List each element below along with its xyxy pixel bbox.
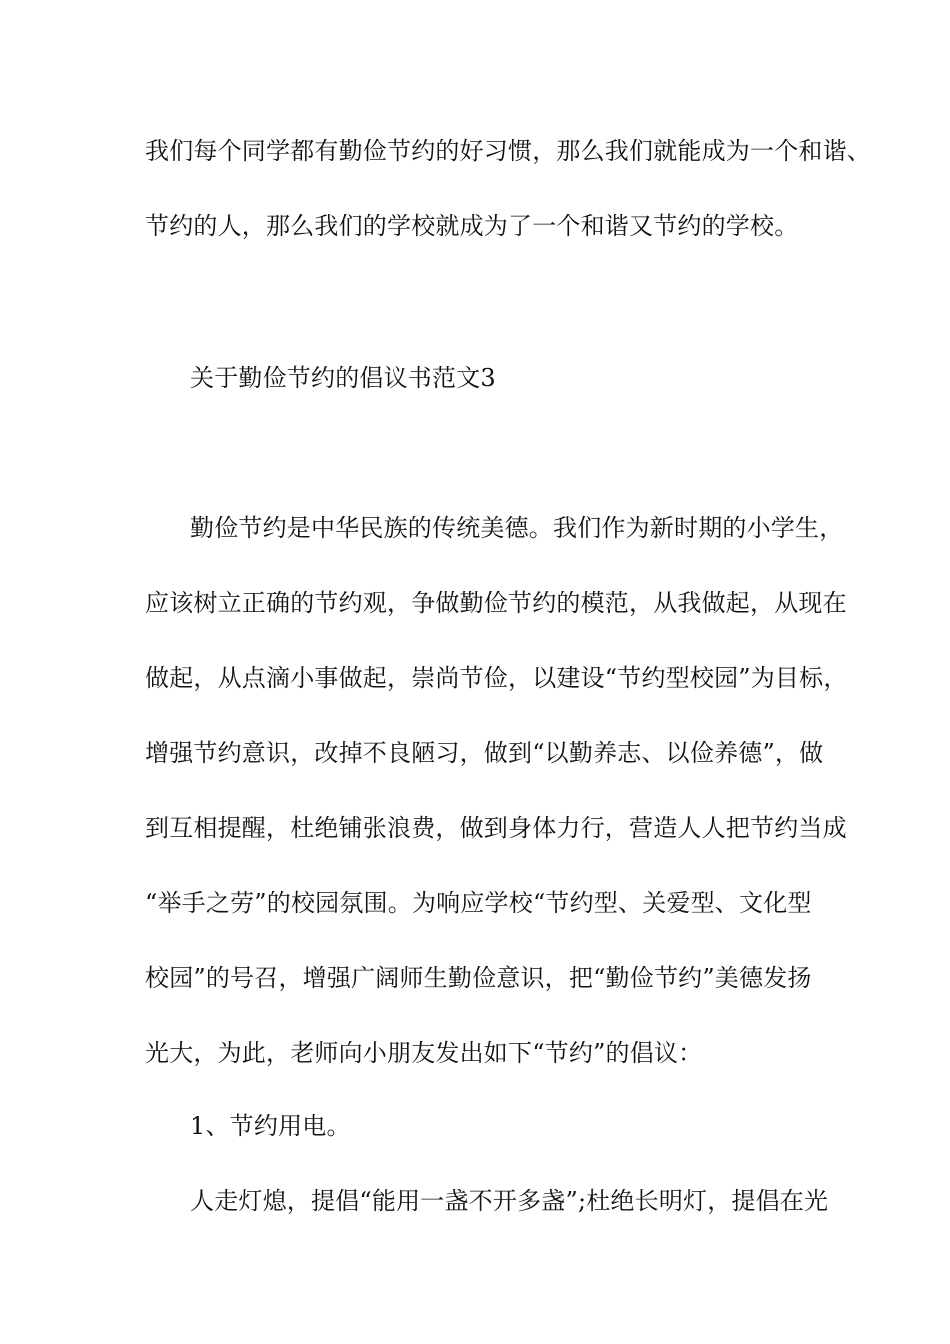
list-item-heading: 1、节约用电。: [190, 1112, 351, 1140]
paragraph-line: 光大，为此，老师向小朋友发出如下“节约”的倡议：: [145, 1039, 703, 1067]
section-heading: 关于勤俭节约的倡议书范文3: [190, 364, 496, 392]
paragraph-line: 校园”的号召，增强广阔师生勤俭意识，把“勤俭节约”美德发扬: [145, 964, 812, 992]
paragraph-line: 增强节约意识，改掉不良陋习，做到“以勤养志、以俭养德”，做: [145, 739, 824, 767]
paragraph-line: 我们每个同学都有勤俭节约的好习惯，那么我们就能成为一个和谐、: [145, 137, 871, 165]
paragraph-line: 做起，从点滴小事做起，崇尚节俭，以建设“节约型校园”为目标，: [145, 664, 848, 692]
paragraph-line: 应该树立正确的节约观，争做勤俭节约的模范，从我做起，从现在: [145, 589, 847, 617]
paragraph-line: 人走灯熄，提倡“能用一盏不开多盏”;杜绝长明灯，提倡在光: [190, 1187, 829, 1215]
paragraph-line: 节约的人，那么我们的学校就成为了一个和谐又节约的学校。: [145, 212, 799, 240]
paragraph-line: “举手之劳”的校园氛围。为响应学校“节约型、关爱型、文化型: [145, 889, 812, 917]
paragraph-line: 到互相提醒，杜绝铺张浪费，做到身体力行，营造人人把节约当成: [145, 814, 847, 842]
paragraph-line: 勤俭节约是中华民族的传统美德。我们作为新时期的小学生，: [190, 514, 844, 542]
